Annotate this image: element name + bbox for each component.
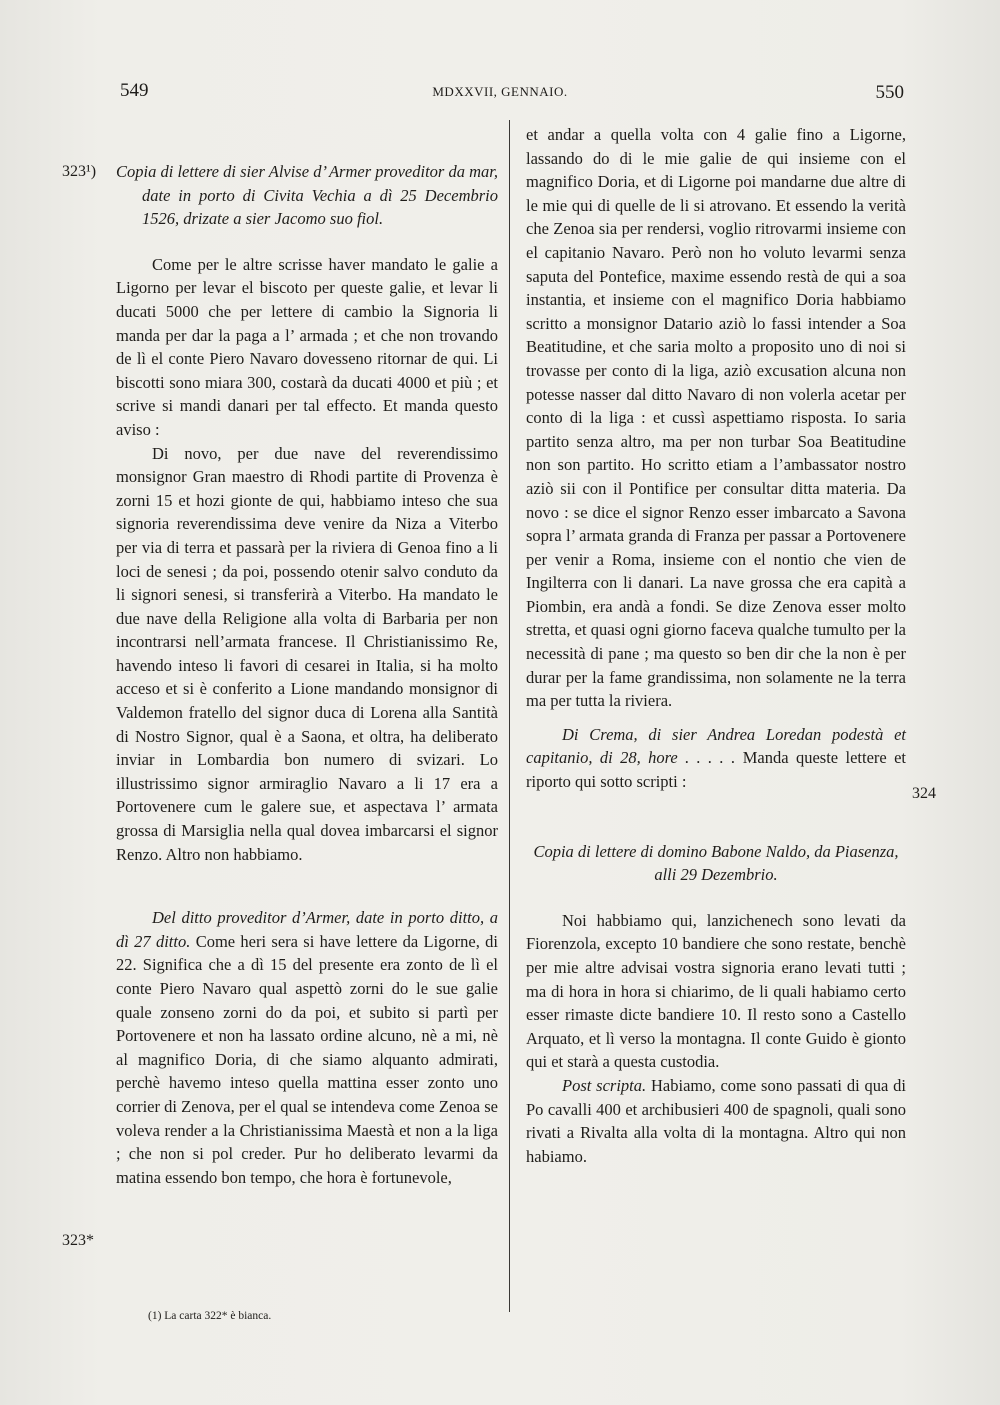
running-header xyxy=(0,80,1000,104)
margin-note-323-verso: 323* xyxy=(62,1232,94,1249)
right-column xyxy=(526,123,906,1168)
margin-note-323: 323¹) xyxy=(62,163,97,180)
paragraph: Noi habbiamo qui, lanzichenech sono levati da Fiorenzola, excepto 10 bandiere che sono restate, benchè per mie altre advisai vostra signoria erano levati tutti ; ma di hora in hora si chiarimo, de li quali habiamo certo esser rimaste dicte bandiere 10. Il resto sono a Castello Arquato, et lì verso la montagna. Il conte Guido è gionto qui et starà a questa custodia. xyxy=(526,910,906,1072)
paragraph: Come per le altre scrisse haver mandato le galie a Ligorno per levar el biscoto per queste galie, et levar li ducati 5000 che per lettere di cambio la Signoria li manda per dar la paga a l’ armada ; et che non trovando de lì el conte Piero Navaro dovesseno ritornar de qui. Li biscotti sono miara 300, costarà da ducati 4000 et più ; et scrive si mandi danari per tal effecto. Et manda questo aviso : xyxy=(116,254,498,439)
letter-heading: Copia di lettere di sier Alvise d’ Armer proveditor da mar, date in porto di Civita Vechia a dì 25 Decembrio 1526, drizate a sier Jacomo suo fiol. xyxy=(116,162,498,229)
running-title: MDXXVII, GENNAIO. xyxy=(432,84,568,99)
page-number-right: 550 xyxy=(875,82,904,103)
left-column xyxy=(116,160,498,1189)
footnote: (1) La carta 322* è bianca. xyxy=(148,1310,272,1322)
letter-heading: Copia di lettere di domino Babone Naldo, da Piasenza, alli 29 Dezembrio. xyxy=(533,841,899,885)
margin-note-324: 324 xyxy=(912,785,936,802)
paragraph: Habiamo, come sono passati di qua di Po cavalli 400 et archibusieri 400 de spagnoli, quali sono rivati a Rivalta alla volta di la montagna. Altro qui non habiamo. xyxy=(526,1075,907,1166)
paragraph: Manda queste lettere et riporto qui sotto scripti : xyxy=(526,748,907,792)
post-scriptum-label: Post scripta. xyxy=(562,1075,647,1095)
column-divider xyxy=(509,120,510,1312)
paragraph: et andar a quella volta con 4 galie fino a Ligorne, lassando do di le mie galie de qui insieme con el magnifico Doria, et di Ligorne poi mandarne due altre di le mie qui di quelle de li si atrovano. Et essendo la verità che Zenoa sia per rendersi, voglio ritrovarmi insieme con el capitanio Navaro. Però non ho voluto levarmi senza saputa del Pontefice, maxime essendo restà de qui a soa instantia, et insieme con el magnifico Doria habbiamo scritto a monsignor Datario aziò lo fassi intender a Soa Beatitudine, et che saria molto a proposito uno di noi si trovasse per conto di la liga, aziò excusation alcuna non potesse nasser dal ditto Navaro di non volerla acetar per conto di la liga : et cussì aspettiamo risposta. Io saria partito senza altro, ma per non turbar Soa Beatitudine non son partito. Ho scritto etiam a l’ambassator nostro aziò sii con il Pontifice per consultar ditta materia. Da novo : se dice el signor Renzo esser imbarcato a Savona sopra l’ armata granda di Franza per passar a Portovenere per venir a Roma, insieme con el nontio che vien de Ingilterra con li danari. La nave grossa che era capità a Piombin, era andà a fondi. Se dize Zenova esser molto stretta, et quasi ogni giorno faceva qualche tumulto per la necessità di pane ; ma questo so ben dir che la non è per durar per la fame grandissima, non solamente ne la terra ma per tutta la riviera. xyxy=(526,125,906,711)
page-number-left: 549 xyxy=(120,80,149,101)
letter-heading: Del ditto proveditor d’Armer, date in porto ditto, a dì 27 ditto. xyxy=(116,908,498,951)
paragraph: Come heri sera si have lettere da Ligorne, di 22. Significa che a dì 15 del presente era zonto de lì el conte Piero Navaro qual aspettò zorni do le sue galie quale zonseno zorni do da poi, et subito si partì per Portovenere et non ha lassato ordine alcuno, nè a mi, nè al magnifico Doria, di che siamo alquanto admirati, perchè havemo inteso quella mattina esser zonto uno corrier di Zenova, per el qual se intendeva come Zenoa se voleva render a la Christianissima Maestà et non a la liga ; che non si pol creder. Pur ho deliberato levarmi da matina essendo bon tempo, che hora è fortunevole, xyxy=(116,931,499,1187)
letter-heading: Di Crema, di sier Andrea Loredan podestà et capitanio, di 28, hore . . . . . xyxy=(526,724,906,768)
paragraph: Di novo, per due nave del reverendissimo monsignor Gran maestro di Rhodi partite di Provenza è zorni 15 et hozi gionte de qui, habbiamo inteso che sua signoria reverendissima deve venire da Niza a Viterbo per via di terra et passarà per la riviera di Genoa fino a li loci de senesi ; da poi, possendo otenir salvo conduto da li signori senesi, si transferirà a Viterbo. Ha mandato le due nave della Religione alla volta di Barbaria per non incontrarsi nell’armata francese. Il Christianissimo Re, havendo inteso li favori di cesarei in Italia, si ha molto acceso et si è conferito a Lione mandando monsignor di Valdemon fratello del signor duca di Lorena alla Santità di Nostro Signor, qual è a Saona, et oltra, ha deliberato inviar in Lombardia bon numero di svizari. Lo illustrissimo signor armiraglio Navaro a li 17 era a Portovenere cum le galere sue, et aspectava l’ armata grossa di Marsiglia nella qual dovea imbarcarsi el signor Renzo. Altro non habbiamo. xyxy=(116,443,498,864)
